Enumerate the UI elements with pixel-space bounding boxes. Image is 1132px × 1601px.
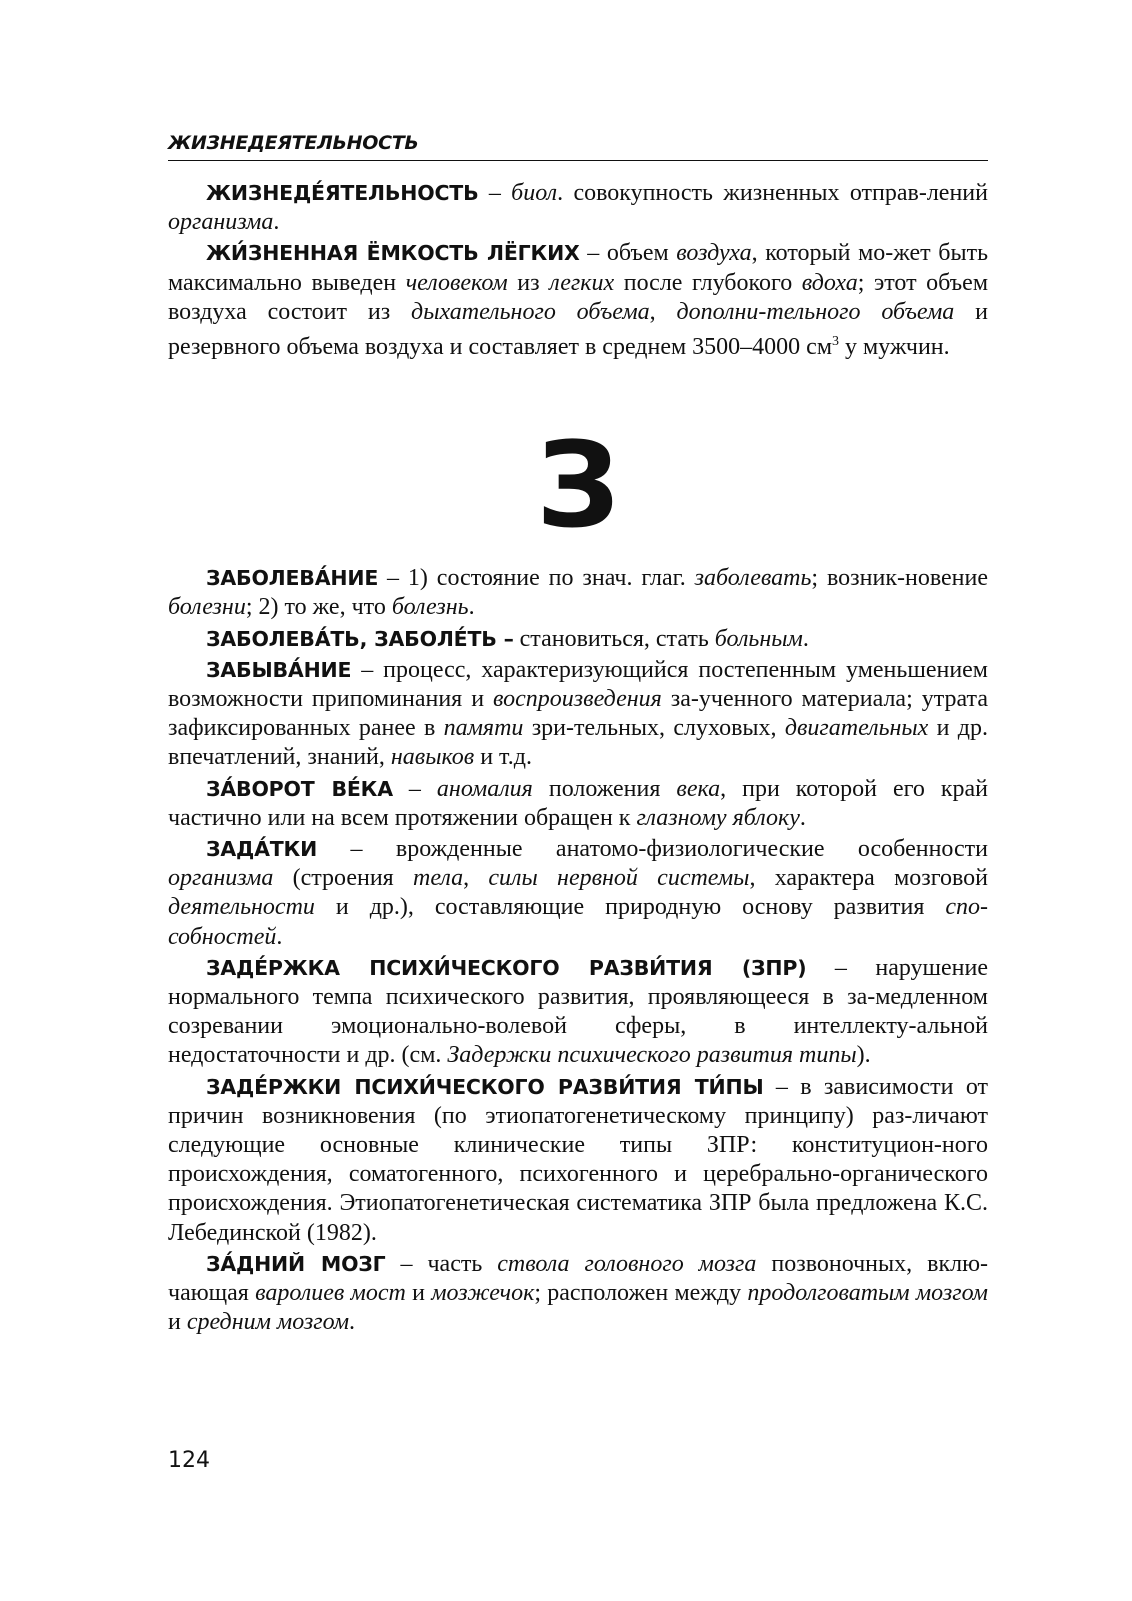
entry-text: и резервного объема воздуха и составляет в среднем 3500–4000 см <box>168 298 989 361</box>
entry-term: ЗАДЕ́РЖКИ ПСИХИ́ЧЕСКОГО РАЗВИ́ТИЯ ТИ́ПЫ <box>206 1074 764 1099</box>
entry-term: ЗАДЕ́РЖКА ПСИХИ́ЧЕСКОГО РАЗВИ́ТИЯ (ЗПР) <box>206 955 807 980</box>
cross-reference: дополни-тельного объема <box>676 298 955 325</box>
running-head: ЖИЗНЕДЕЯТЕЛЬНОСТЬ <box>168 132 988 161</box>
entry-text: . <box>276 923 283 950</box>
cross-reference: биол <box>511 180 558 206</box>
cross-reference: заболевать <box>694 565 812 592</box>
entry-text: ; возник-новение <box>811 565 988 592</box>
entry-term: ЗАБОЛЕВА́НИЕ <box>206 566 379 591</box>
cross-reference: глазному яблоку <box>636 804 800 831</box>
entry-term: ЗАДА́ТКИ <box>206 837 318 862</box>
entry-text: , который мо-жет быть максимально выведен <box>168 240 989 296</box>
entry-text: позвоночных, вклю-чающая <box>168 1250 988 1307</box>
cross-reference: мозжечок <box>431 1280 535 1307</box>
entry-text: . <box>799 804 806 831</box>
entry-text: – нарушение нормального темпа психического развития, проявляющееся в за-медленном созревании эмоционально-волевой сферы, в интеллекту-альной недостаточности и др. (см. <box>168 954 989 1069</box>
entry-text: и др.), составляющие природную основу развития <box>314 894 946 921</box>
cross-reference: дыхательного объема <box>411 298 650 325</box>
entry-text: положения <box>532 775 677 802</box>
entry-text: за-ученного материала; утрата зафиксированных ранее в <box>168 686 988 742</box>
dictionary-entry <box>168 239 988 362</box>
entry-text: , <box>649 298 677 325</box>
dictionary-entry <box>168 179 988 237</box>
cross-reference: организма <box>168 865 274 892</box>
cross-reference: века <box>676 775 721 802</box>
cross-reference: двигательных <box>784 715 929 742</box>
entry-text: ; расположен между <box>534 1280 748 1307</box>
cross-reference: воздуха <box>676 240 752 267</box>
cross-reference: спо-собностей <box>168 894 988 950</box>
cross-reference: ствола головного мозга <box>497 1250 757 1277</box>
entries-before-letter <box>168 179 988 362</box>
entry-text: и <box>168 1309 187 1336</box>
entry-text: , <box>463 865 489 892</box>
entry-text: и <box>405 1280 432 1307</box>
entry-text: – процесс, характеризующийся постепенным уменьшением возможности припоминания и <box>168 656 988 713</box>
entry-text: ; этот объем воздуха состоит из <box>168 269 989 325</box>
entry-text: – врожденные анатомо-физиологические особенности <box>317 836 988 863</box>
dictionary-entry <box>168 656 988 773</box>
dictionary-entry <box>168 954 988 1071</box>
cross-reference: варолиев мост <box>255 1280 406 1307</box>
dictionary-entry <box>168 625 988 654</box>
entry-text: становиться, стать <box>513 625 715 652</box>
entry-text: – в зависимости от причин возникновения (по этиопатогенетическому принципу) раз-личают следующие основные клинические типы ЗПР: конституцион-ного происхождения, соматогенного, психогенного и церебрально-органического происхождения. Этиопатогенетическая систематика ЗПР была предложена К.С. Лебединской (1982). <box>168 1073 989 1246</box>
cross-reference: болезнь <box>391 594 469 621</box>
cross-reference: легких <box>549 269 615 296</box>
section-letter: З <box>536 416 620 555</box>
dictionary-page <box>168 132 988 1340</box>
dictionary-entry <box>168 835 988 952</box>
cross-reference: средним мозгом <box>186 1309 350 1336</box>
cross-reference: болезни <box>168 594 246 621</box>
entry-text: после глубокого <box>614 269 802 296</box>
entry-term: ЗАБОЛЕВА́ТЬ, ЗАБОЛЕ́ТЬ – <box>206 626 514 651</box>
cross-reference: продолговатым мозгом <box>747 1280 988 1307</box>
cross-reference: навыков <box>390 744 475 771</box>
entry-text: 3 <box>832 334 840 350</box>
cross-reference: аномалия <box>436 775 533 802</box>
cross-reference: больным <box>714 625 803 652</box>
cross-reference: человеком <box>405 269 508 296</box>
entry-term: ЖИ́ЗНЕННАЯ ЁМКОСТЬ ЛЁГКИХ <box>206 241 580 266</box>
entry-text: из <box>507 269 550 296</box>
entry-text: ). <box>856 1042 871 1069</box>
entry-text: – <box>478 180 512 206</box>
cross-reference: вдоха <box>801 269 858 296</box>
dictionary-entry <box>168 1073 988 1248</box>
entry-text: . <box>468 594 475 621</box>
entry-text: . <box>273 209 280 236</box>
entries-after-letter <box>168 564 988 1337</box>
dictionary-entry <box>168 564 988 622</box>
entry-term: ЗА́ВОРОТ ВЕ́КА <box>206 776 393 801</box>
entry-text: . <box>349 1309 356 1336</box>
entry-text: и т.д. <box>474 744 532 771</box>
entry-text: – часть <box>385 1250 498 1277</box>
cross-reference: памяти <box>443 715 524 742</box>
entry-text: – 1) состояние по знач. глаг. <box>378 565 695 592</box>
dictionary-entry <box>168 1250 988 1338</box>
cross-reference: деятельности <box>168 894 315 921</box>
entry-term: ЖИЗНЕДЕ́ЯТЕЛЬНОСТЬ <box>206 181 479 205</box>
entry-text: . совокупность жизненных отправ-лений <box>557 180 988 206</box>
dictionary-entry <box>168 775 988 833</box>
cross-reference: воспроизведения <box>493 686 662 713</box>
cross-reference: тела <box>412 865 464 892</box>
entry-term: ЗАБЫВА́НИЕ <box>206 657 352 682</box>
entry-term: ЗА́ДНИЙ МОЗГ <box>206 1251 386 1276</box>
entry-text: , характера мозговой <box>749 865 989 892</box>
entry-text: . <box>802 625 809 652</box>
entry-text: (строения <box>273 865 413 892</box>
entry-text: ; 2) то же, что <box>245 594 392 621</box>
entry-text: – <box>392 775 437 802</box>
entry-text: и др. впечатлений, знаний, <box>168 715 988 771</box>
cross-reference: Задержки психического развития типы <box>447 1042 857 1069</box>
entry-text: , при которой его край частично или на всем протяжении обращен к <box>168 775 988 831</box>
entry-text: зри-тельных, слуховых, <box>523 715 785 742</box>
entry-text: – объем <box>579 240 677 267</box>
entry-text: у мужчин. <box>839 334 950 361</box>
cross-reference: силы нервной системы <box>488 865 750 892</box>
cross-reference: организма <box>168 209 274 236</box>
page-number: 124 <box>168 1448 210 1473</box>
